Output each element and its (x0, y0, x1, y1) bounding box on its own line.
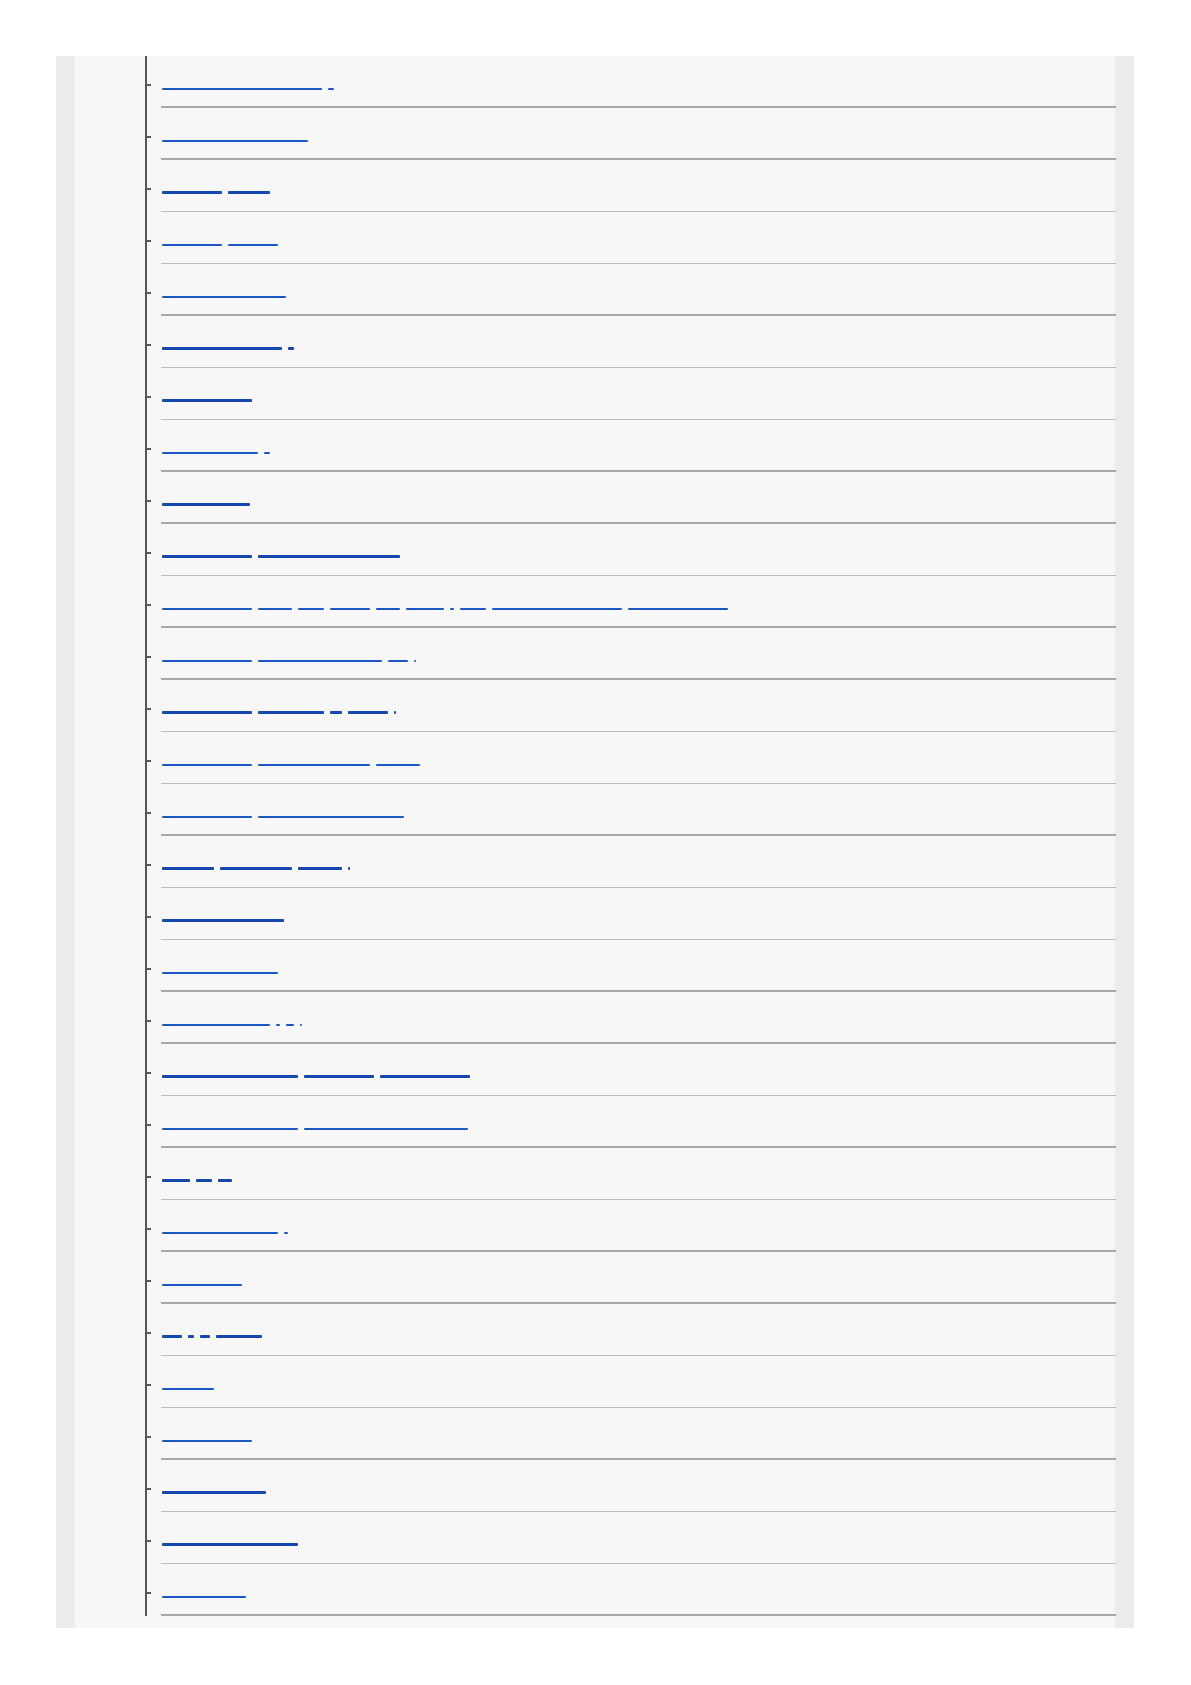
link-underline-segment (162, 608, 252, 610)
link-underline-segment (162, 452, 258, 454)
toc-item (146, 940, 1116, 992)
link-underline-segment (162, 1284, 242, 1286)
link-underline-segment (376, 608, 400, 610)
link-underline-segment (162, 816, 252, 818)
link-underline-segment (162, 296, 286, 298)
link-underline-segment (162, 1232, 278, 1234)
tree-branch-tick (146, 1488, 151, 1490)
toc-link[interactable] (162, 1584, 246, 1598)
toc-item (146, 576, 1116, 628)
link-underline-segment (304, 1128, 468, 1130)
link-underline-segment (388, 660, 408, 662)
toc-link[interactable] (162, 648, 416, 662)
tree-branch-tick (146, 240, 151, 242)
toc-link[interactable] (162, 1168, 232, 1182)
toc-link[interactable] (162, 856, 350, 870)
tree-branch-tick (146, 1072, 151, 1074)
toc-link[interactable] (162, 700, 396, 714)
link-underline-segment (162, 1543, 298, 1546)
toc-item (146, 316, 1116, 368)
toc-item (146, 1460, 1116, 1512)
tree-branch-tick (146, 396, 151, 398)
link-underline-segment (298, 867, 342, 870)
link-underline-segment (162, 660, 252, 662)
link-underline-segment (300, 1024, 302, 1026)
link-underline-segment (162, 711, 252, 714)
toc-item (146, 680, 1116, 732)
link-underline-segment (264, 452, 270, 454)
link-underline-segment (376, 764, 420, 766)
toc-link[interactable] (162, 1324, 262, 1338)
link-underline-segment (284, 1232, 288, 1234)
tree-branch-tick (146, 708, 151, 710)
link-underline-segment (162, 1388, 214, 1390)
toc-link[interactable] (162, 544, 400, 558)
link-underline-segment (162, 399, 252, 402)
toc-link[interactable] (162, 284, 286, 298)
toc-item (146, 1200, 1116, 1252)
tree-branch-tick (146, 448, 151, 450)
link-underline-segment (228, 244, 278, 246)
toc-item (146, 1044, 1116, 1096)
tree-branch-tick (146, 604, 151, 606)
link-underline-segment (162, 555, 252, 558)
link-underline-segment (394, 711, 396, 714)
link-underline-segment (304, 1075, 374, 1078)
link-underline-segment (380, 1075, 470, 1078)
link-underline-segment (258, 660, 382, 662)
toc-item (146, 368, 1116, 420)
toc-item (146, 1148, 1116, 1200)
link-underline-segment (288, 347, 294, 350)
tree-branch-tick (146, 864, 151, 866)
link-underline-segment (162, 919, 284, 922)
toc-link[interactable] (162, 180, 270, 194)
tree-branch-tick (146, 344, 151, 346)
toc-item (146, 212, 1116, 264)
tree-branch-tick (146, 1176, 151, 1178)
toc-item (146, 732, 1116, 784)
tree-branch-tick (146, 552, 151, 554)
link-underline-segment (258, 711, 324, 714)
link-underline-segment (162, 347, 282, 350)
link-underline-segment (450, 608, 454, 610)
toc-link[interactable] (162, 76, 334, 90)
tree-branch-tick (146, 760, 151, 762)
link-underline-segment (162, 1440, 252, 1442)
page-frame (56, 56, 1134, 1628)
link-underline-segment (406, 608, 444, 610)
link-underline-segment (348, 711, 388, 714)
toc-link[interactable] (162, 908, 284, 922)
link-underline-segment (258, 764, 370, 766)
link-underline-segment (162, 1179, 190, 1182)
tree-branch-tick (146, 968, 151, 970)
tree-branch-tick (146, 500, 151, 502)
tree-branch-tick (146, 916, 151, 918)
toc-link[interactable] (162, 440, 270, 454)
link-underline-segment (258, 816, 404, 818)
link-underline-segment (200, 1335, 210, 1338)
toc-item (146, 1304, 1116, 1356)
link-underline-segment (218, 1179, 232, 1182)
toc-item (146, 1408, 1116, 1460)
tree-branch-tick (146, 812, 151, 814)
tree-branch-tick (146, 1592, 151, 1594)
tree-branch-tick (146, 292, 151, 294)
link-underline-segment (258, 608, 292, 610)
link-underline-segment (286, 1024, 294, 1026)
tree-branch-tick (146, 1540, 151, 1542)
toc-item (146, 264, 1116, 316)
toc-link[interactable] (162, 388, 252, 402)
link-underline-segment (298, 608, 324, 610)
link-underline-segment (162, 1491, 266, 1494)
toc-item (146, 1356, 1116, 1408)
link-underline-segment (162, 140, 308, 142)
toc-link[interactable] (162, 804, 404, 818)
link-underline-segment (162, 1128, 298, 1130)
link-underline-segment (162, 972, 278, 974)
toc-link[interactable] (162, 960, 278, 974)
toc-item (146, 160, 1116, 212)
link-underline-segment (228, 191, 270, 194)
tree-branch-tick (146, 1280, 151, 1282)
toc-link[interactable] (162, 1532, 298, 1546)
toc-link[interactable] (162, 1376, 214, 1390)
toc-item (146, 784, 1116, 836)
link-underline-segment (162, 1596, 246, 1598)
toc-item (146, 108, 1116, 160)
toc-link[interactable] (162, 336, 294, 350)
link-underline-segment (162, 764, 252, 766)
tree-branch-tick (146, 656, 151, 658)
tree-branch-tick (146, 1020, 151, 1022)
link-underline-segment (258, 555, 400, 558)
link-underline-segment (162, 1024, 270, 1026)
link-underline-segment (162, 191, 222, 194)
link-underline-segment (330, 608, 370, 610)
toc-item (146, 1564, 1116, 1616)
link-underline-segment (460, 608, 486, 610)
toc-item (146, 1096, 1116, 1148)
link-underline-segment (216, 1335, 262, 1338)
link-underline-segment (628, 608, 728, 610)
link-underline-segment (162, 244, 222, 246)
toc-link[interactable] (162, 1116, 468, 1130)
toc-item (146, 836, 1116, 888)
toc-link[interactable] (162, 1428, 252, 1442)
toc-link[interactable] (162, 1272, 242, 1286)
tree-branch-tick (146, 136, 151, 138)
toc-item (146, 1252, 1116, 1304)
tree-branch-tick (146, 84, 151, 86)
toc-link[interactable] (162, 752, 420, 766)
toc-item (146, 472, 1116, 524)
toc-link[interactable] (162, 1012, 302, 1026)
link-underline-segment (328, 88, 334, 90)
toc-link[interactable] (162, 1220, 288, 1234)
link-underline-segment (162, 88, 322, 90)
toc-link[interactable] (162, 492, 250, 506)
toc-item (146, 628, 1116, 680)
link-underline-segment (348, 867, 350, 870)
toc-link[interactable] (162, 128, 308, 142)
toc-link[interactable] (162, 1480, 266, 1494)
tree-branch-tick (146, 1436, 151, 1438)
tree-branch-tick (146, 1332, 151, 1334)
link-underline-segment (162, 1075, 298, 1078)
toc-link[interactable] (162, 1064, 470, 1078)
toc-item (146, 420, 1116, 472)
table-of-contents-list (146, 56, 1116, 1616)
toc-item (146, 992, 1116, 1044)
toc-link[interactable] (162, 596, 728, 610)
toc-panel (75, 56, 1115, 1628)
link-underline-segment (414, 660, 416, 662)
link-underline-segment (196, 1179, 212, 1182)
link-underline-segment (162, 867, 214, 870)
toc-item (146, 524, 1116, 576)
toc-item (146, 56, 1116, 108)
tree-branch-tick (146, 1228, 151, 1230)
link-underline-segment (220, 867, 292, 870)
link-underline-segment (162, 503, 250, 506)
link-underline-segment (162, 1335, 182, 1338)
link-underline-segment (330, 711, 342, 714)
link-underline-segment (492, 608, 622, 610)
tree-branch-tick (146, 1124, 151, 1126)
toc-link[interactable] (162, 232, 278, 246)
toc-item (146, 888, 1116, 940)
tree-branch-tick (146, 1384, 151, 1386)
tree-branch-tick (146, 188, 151, 190)
link-underline-segment (188, 1335, 194, 1338)
link-underline-segment (276, 1024, 280, 1026)
toc-item (146, 1512, 1116, 1564)
